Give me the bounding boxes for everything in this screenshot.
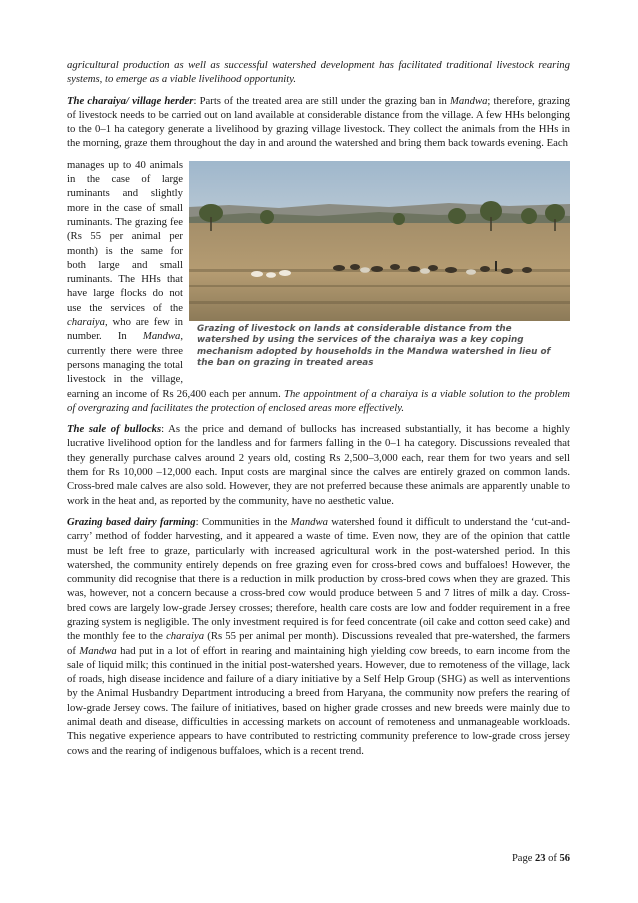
photo-grazing-livestock: [189, 161, 570, 321]
charaiya-heading: The charaiya/ village herder: [67, 94, 194, 107]
dairy-heading: Grazing based dairy farming: [67, 515, 196, 528]
current-page-number: 23: [535, 853, 546, 864]
bullocks-paragraph: The sale of bullocks: As the price and demand of bullocks has increased substantially, it has become a highly lucrative livelihood option for the landless and for farmers falling in the 0–1 ha category. Discussions revealed that they generally purchase calves around 2 years old, costing Rs 2,500–3,000 each, rear them for two years and sell them for Rs 10,000 –12,000 each. Input costs are marginal since the calves are entirely grazed on common lands. Cross-bred male calves are also sold. However, they are not preferred because these animals are apparently unable to work in the heat and, as reported by the community, have no aesthetic value.: [67, 423, 570, 507]
charaiya-paragraph: The charaiya/ village herder: Parts of the treated area are still under the grazing ban in Mandwa; therefore, grazing of livestock needs to be carried out on land available at considerable distance from the village. A few HHs belonging to the 0–1 ha category generate a livelihood by grazing village livestock. They collect the animals from the HHs in the morning, graze them throughout the day in and around the watershed and bring them back towards evening. Each: [67, 94, 571, 150]
page-footer: Page 23 of 56: [511, 853, 570, 864]
total-pages: 56: [559, 853, 570, 864]
bullocks-heading: The sale of bullocks: [67, 423, 162, 436]
figure-caption: Grazing of livestock on lands at considerable distance from the watershed by using the services of the charaiya was a key coping mechanism adopted by households in the Mandwa watershed in lieu of the ban on grazing in treated areas: [197, 323, 551, 369]
intro-paragraph: agricultural production as well as successful watershed development has facilitated traditional livestock rearing systems, to emerge as a viable livelihood opportunity.: [67, 59, 570, 86]
dairy-paragraph: Grazing based dairy farming: Communities in the Mandwa watershed found it difficult to understand the ‘cut-and-carry’ method of fodder harvesting, and it appeared a waste of time. Even now, they are of the opinion that cattle must be left free to graze, particularly with increased agricultural work in the post-watershed period. In this watershed, the community entirely depends on free grazing even for cross-bred cows and buffaloes! However, the community did recognise that there is a reduction in milk production by cross-bred cows when they are grazed. This was, however, not a concern because a cross-bred cow would produce between 5 and 7 litres of milk a day. Cross-bred cows are largely low-grade Jersey crosses; therefore, health care costs are low and fodder requirement in a free grazing system is negligible. The only investment required is for feed concentrate (oil cake and cotton seed cake) and the monthly fee to the charaiya (Rs 55 per animal per month). Discussions revealed that pre-watershed, the farmers of Mandwa had put in a lot of effort in rearing and maintaining high yielding cow breeds, to earn income from the sale of liquid milk; this continued in the initial post-watershed years. However, due to remoteness of the village, lack of roads, high disease incidence and failure of a diary initiative by a Self Help Group (SHG) as well as interventions by the Animal Husbandry Department introducing a breed from Haryana, the community now prefers the rearing of low-grade Jersey cows. The failure of initiatives, based on higher grade crosses and new breeds were mainly due to animal death and disease, difficulties in accessing markets on account of remoteness and unmanageable workloads. This negative experience appears to have contributed to restricting community preference to low-grade cross jersey cows and the rearing of indigenous buffaloes, which is a recent trend.: [67, 515, 571, 757]
figure-grazing-photo: [189, 161, 570, 370]
page-content: agricultural production as well as successful watershed development has facilitated traditional livestock rearing systems, to emerge as a viable livelihood opportunity. The charaiya/ village herder: Parts of the treated area are still under the grazing ban in Mandwa; therefore, grazing of livestock needs to be carried out on land available at considerable distance from the village. A few HHs belonging to the 0–1 ha category generate a livelihood by grazing village livestock. They collect the animals from the HHs in the morning, graze them throughout the day in and around the watershed and bring them back towards evening. Each Grazing of livestock on lands at considerable distance from the watershed by using the services of the charaiya was a key coping mechanism adopted by households in the Mandwa watershed in lieu of the ban on grazing in treated areas manages up to 40 animals in the case of large ruminants and slightly more in the case of small ruminants. The grazing fee (Rs 55 per animal per month) is the same for both large and small ruminants. The HHs that have large flocks do not use the services of the charaiya, who are few in number. In Mandwa, currently there were three persons managing the total livestock in the village, earning an income of Rs 26,400 each per annum. The appointment of a charaiya is a viable solution to the problem of overgrazing and facilitates the protection of enclosed areas more effectively. The sale of bullocks: As the price and demand of bullocks has increased substantially, it has become a highly lucrative livelihood option for the landless and for farmers falling in the 0–1 ha category. Discussions revealed that they generally purchase calves around 2 years old, costing Rs 2,500–3,000 each, rear them for two years and sell them for Rs 10,000 –12,000 each. Input costs are marginal since the calves are entirely grazed on common lands. Cross-bred male calves are also sold. However, they are not preferred because these animals are apparently unable to work in the heat and, as reported by the community, have no aesthetic value. Grazing based dairy farming: Communities in the Mandwa watershed found it difficult to understand the ‘cut-and-carry’ method of fodder harvesting, and it appeared a waste of time. Even now, they are of the opinion that cattle must be left free to graze, particularly with increased agricultural work in the post-watershed period. In this watershed, the community entirely depends on free grazing even for cross-bred cows and buffaloes! However, the community did recognise that there is a reduction in milk production by cross-bred cows when they are grazed. This was, however, not a concern because a cross-bred cow would produce between 5 and 7 litres of milk a day. Cross-bred cows are largely low-grade Jersey crosses; therefore, health care costs are low and fodder requirement in a free grazing system is negligible. The only investment required is for feed concentrate (oil cake and cotton seed cake) and the monthly fee to the charaiya (Rs 55 per animal per month). Discussions revealed that pre-watershed, the farmers of Mandwa had put in a lot of effort in rearing and maintaining high yielding cow breeds, to earn income from the sale of liquid milk; this continued in the initial post-watershed years. However, due to remoteness of the village, lack of roads, high disease incidence and failure of a diary initiative by a Self Help Group (SHG) as well as interventions by the Animal Husbandry Department introducing a breed from Haryana, the community now prefers the rearing of low-grade Jersey cows. The failure of initiatives, based on higher grade crosses and new breeds were mainly due to animal death and disease, difficulties in accessing markets on account of remoteness and unmanageable workloads. This negative experience appears to have contributed to restricting community preference to low-grade cross jersey cows and the rearing of indigenous buffaloes, which is a recent trend.: [67, 59, 571, 757]
